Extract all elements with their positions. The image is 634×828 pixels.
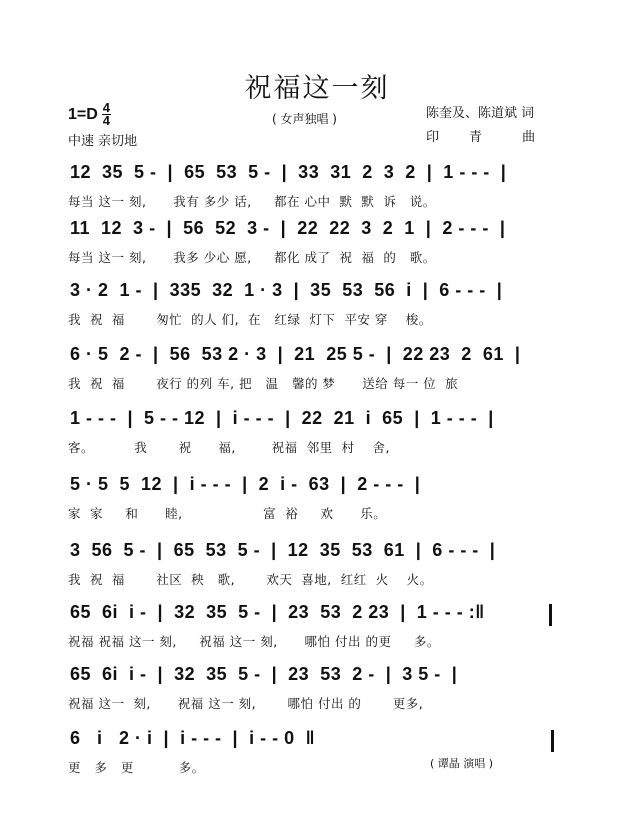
lyrics-line: 我 祝 福 夜行 的列 车, 把 温 馨的 梦 送给 每一 位 旅 (68, 376, 459, 391)
notes-line: 5 · 5 5 12 | i - - - | 2 i - 63 | 2 - - - | (70, 474, 421, 494)
time-signature-top: 4 (102, 100, 111, 115)
composer-role: 曲 (522, 130, 536, 145)
tempo-marking: 中速 亲切地 (68, 134, 138, 149)
lyrics-line: 祝福 这一 刻, 祝福 这一 刻, 哪怕 付出 的 更多, (68, 696, 424, 711)
lyrics-line: 每当 这一 刻, 我多 少心 愿, 都化 成了 祝 福 的 歌。 (68, 250, 436, 265)
lyrics-line: 家 家 和 睦, 富 裕 欢 乐。 (68, 506, 387, 521)
key-label: 1=D (68, 105, 98, 123)
voice-type: ( 女声独唱 ) (272, 112, 337, 126)
time-signature-bottom: 4 (102, 113, 111, 128)
key-signature (68, 102, 111, 127)
notes-line: 6 · 5 2 - | 56 53 2 · 3 | 21 25 5 - | 22 23 2 61 | (70, 344, 521, 364)
notes-line: 3 · 2 1 - | 335 32 1 · 3 | 35 53 56 i | 6 - - - | (70, 280, 503, 300)
lyrics-line: 我 祝 福 社区 秧 歌, 欢天 喜地, 红红 火 火。 (68, 572, 433, 587)
notes-line: 11 12 3 - | 56 52 3 - | 22 22 3 2 1 | 2 - - - | (70, 218, 506, 238)
lyrics-line: 我 祝 福 匆忙 的人 们, 在 红绿 灯下 平安 穿 梭。 (68, 312, 432, 327)
notes-line: 3 56 5 - | 65 53 5 - | 12 35 53 61 | 6 - - - | (70, 540, 496, 560)
notes-line: 1 - - - | 5 - - 12 | i - - - | 22 21 i 65 | 1 - - - | (70, 408, 494, 428)
lyrics-line: 祝福 祝福 这一 刻, 祝福 这一 刻, 哪怕 付出 的更 多。 (68, 634, 440, 649)
composer-name: 印青 (426, 130, 513, 145)
notes-line: 6 i 2 · i | i - - - | i - - 0 ‖ (70, 728, 316, 748)
lyrics-line: 每当 这一 刻, 我有 多少 话, 都在 心中 默 默 诉 说。 (68, 194, 436, 209)
notes-line: 65 6i i - | 32 35 5 - | 23 53 2 - | 3 5 - | (70, 664, 458, 684)
time-signature (102, 102, 111, 127)
lyrics-line: 更 多 更 多。 (68, 760, 205, 775)
performer-credit: ( 谭晶 演唱 ) (430, 757, 494, 770)
lyricist-credit: 陈奎及、陈道斌 词 (426, 106, 535, 121)
final-barline (551, 730, 554, 752)
notes-line: 65 6i i - | 32 35 5 - | 23 53 2 23 | 1 - - - :‖ (70, 602, 485, 622)
lyrics-line: 客。 我 祝 福, 祝福 邻里 村 舍, (68, 440, 390, 455)
repeat-barline (549, 604, 552, 626)
notes-line: 12 35 5 - | 65 53 5 - | 33 31 2 3 2 | 1 - - - | (70, 162, 507, 182)
song-title: 祝福这一刻 (244, 73, 390, 104)
composer-credit (426, 126, 535, 145)
